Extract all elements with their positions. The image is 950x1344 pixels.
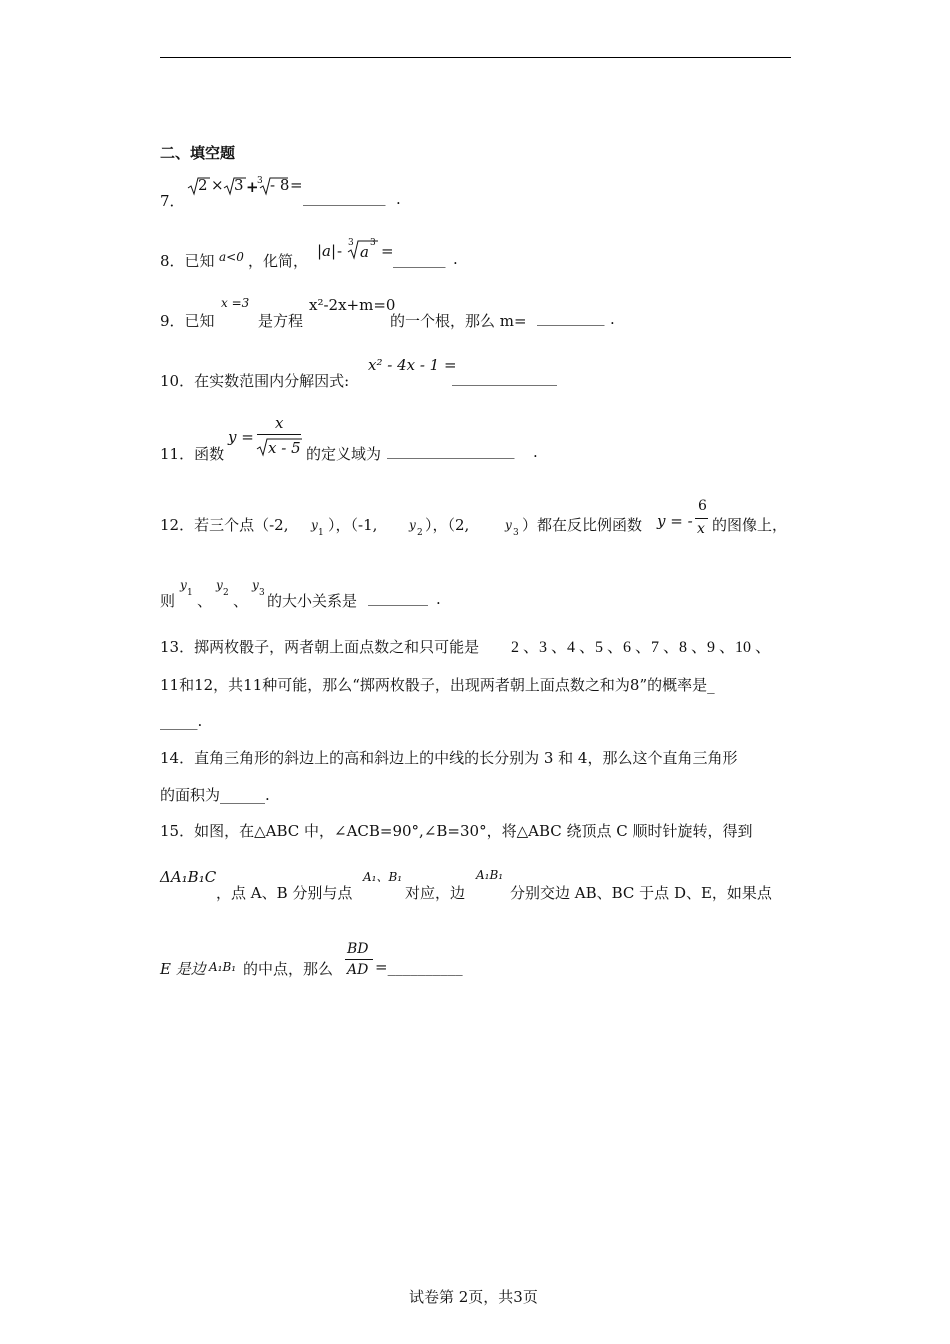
- q8-abs-a: |a|: [317, 242, 337, 260]
- q9-end: .: [610, 310, 615, 328]
- q11-y-eq: y =: [228, 428, 254, 446]
- q8-blank: _______: [393, 250, 446, 268]
- q13-line3: _____.: [160, 712, 203, 730]
- q15-line3a: E 是边: [160, 960, 206, 978]
- q13-line1: 13．掷两枚骰子，两者朝上面点数之和只可能是: [160, 638, 480, 656]
- q15-frac-bar: [345, 959, 373, 960]
- q12-line2-y2-sub: 2: [223, 588, 229, 598]
- q15-line3b: A₁B₁: [209, 960, 237, 974]
- q14-line2: 的面积为______.: [160, 786, 270, 804]
- q12-y2: y: [409, 518, 416, 532]
- q15-line1: 15．如图，在△ABC 中，∠ACB=90°,∠B=30°，将△ABC 绕顶点 C 顺时针旋转，得到: [160, 822, 753, 840]
- q7-root-c: - 8: [270, 176, 290, 194]
- q7-root-a: 2: [198, 176, 208, 194]
- q11-end: .: [533, 443, 538, 461]
- q12-y1: y: [311, 518, 318, 532]
- q9-text3: 的一个根，那么 m=: [390, 312, 527, 330]
- q12-y3-sub: 3: [513, 528, 519, 538]
- q7-cube-index: 3: [257, 176, 263, 186]
- section-title: 二、填空题: [160, 144, 236, 162]
- q12-point-text1: ），（-1,: [328, 516, 378, 534]
- q12-text3: 的图像上，: [712, 516, 788, 534]
- q7-plus: +: [246, 178, 259, 196]
- q12-func-bar: [695, 518, 708, 519]
- q10-expression: x² - 4x - 1 =: [368, 356, 457, 374]
- q11-blank: _________________: [387, 441, 515, 459]
- q15-line3c: 的中点，那么: [243, 960, 334, 978]
- q9-text1: 9．已知: [160, 312, 215, 330]
- q12-line2-y2: y: [216, 578, 223, 592]
- q9-equation: x²-2x+m=0: [309, 296, 396, 314]
- q12-text4: 的大小关系是: [267, 592, 358, 610]
- q12-point-text2: ），（2,: [425, 516, 470, 534]
- q8-text2: ，化简，: [248, 252, 309, 270]
- q15-frac-den: AD: [347, 962, 369, 978]
- q12-blank: ________: [368, 588, 428, 606]
- q8-root-exp: 3: [370, 238, 376, 248]
- q11-denominator: x - 5: [268, 439, 301, 457]
- q15-line2c: 分别交边 AB、BC 于点 D、E，如果点: [510, 884, 772, 902]
- q12-func-num: 6: [698, 498, 707, 514]
- q8-root-index: 3: [348, 238, 354, 248]
- q12-text2: ）都在反比例函数: [522, 516, 643, 534]
- q11-numerator: x: [275, 414, 284, 432]
- q11-text2: 的定义域为: [306, 445, 382, 463]
- q12-end: .: [436, 590, 441, 608]
- q12-line2-y1: y: [180, 578, 187, 592]
- q12-text1: 12．若三个点（-2,: [160, 516, 289, 534]
- q12-func-den: x: [697, 521, 705, 537]
- q13-line2: 11和12，共11种可能，那么“掷两枚骰子，出现两者朝上面点数之和为8”的概率是_: [160, 676, 715, 694]
- q11-text1: 11．函数: [160, 445, 225, 463]
- q7-number: 7．: [160, 192, 185, 210]
- q8-end: .: [453, 250, 458, 268]
- q10-blank: ______________: [452, 368, 557, 386]
- q9-x-value: x =3: [221, 296, 250, 310]
- q15-line2: ，点 A、B 分别与点: [216, 884, 353, 902]
- q7-times: ×: [211, 176, 224, 194]
- q7-end: .: [396, 190, 401, 208]
- q9-text2: 是方程: [258, 312, 304, 330]
- q8-condition: a<0: [219, 250, 244, 264]
- q7-equals: =: [290, 176, 303, 194]
- q12-line2-y3: y: [252, 578, 259, 592]
- q8-minus: -: [337, 242, 343, 260]
- page-footer: 试卷第 2页，共3页: [409, 1288, 538, 1306]
- header-rule: [160, 57, 791, 58]
- q12-line2-y1-sub: 1: [187, 588, 193, 598]
- q12-sep2: 、: [233, 592, 249, 610]
- q15-line3d: =__________: [375, 958, 463, 976]
- q13-numbers: 2 、3 、4 、5 、6 、7 、8 、9 、10 、: [511, 639, 772, 656]
- q7-root-b: 3: [234, 176, 244, 194]
- q12-y3: y: [505, 518, 512, 532]
- q15-a1b1: A₁B₁: [476, 868, 504, 882]
- q8-text1: 8．已知: [160, 252, 215, 270]
- q14-line1: 14．直角三角形的斜边上的高和斜边上的中线的长分别为 3 和 4，那么这个直角三角形: [160, 749, 738, 767]
- q15-line2b: 对应，边: [405, 884, 466, 902]
- q9-blank: _________: [537, 308, 605, 326]
- q8-equals: =: [381, 242, 394, 260]
- q12-line2-y3-sub: 3: [259, 588, 265, 598]
- q10-text1: 10．在实数范围内分解因式:: [160, 372, 350, 390]
- q12-func-lhs: y = -: [657, 512, 693, 530]
- q12-line2-start: 则: [160, 592, 176, 610]
- q12-y2-sub: 2: [417, 528, 423, 538]
- q12-y1-sub: 1: [318, 528, 324, 538]
- q11-fraction-bar: [257, 434, 301, 435]
- q15-triangle: ΔA₁B₁C: [160, 868, 217, 886]
- q7-blank: ___________: [303, 188, 386, 206]
- q15-frac-num: BD: [347, 941, 369, 957]
- q12-sep1: 、: [197, 592, 213, 610]
- q8-root-a: a: [360, 243, 369, 261]
- q15-a1-b1: A₁、B₁: [363, 870, 403, 884]
